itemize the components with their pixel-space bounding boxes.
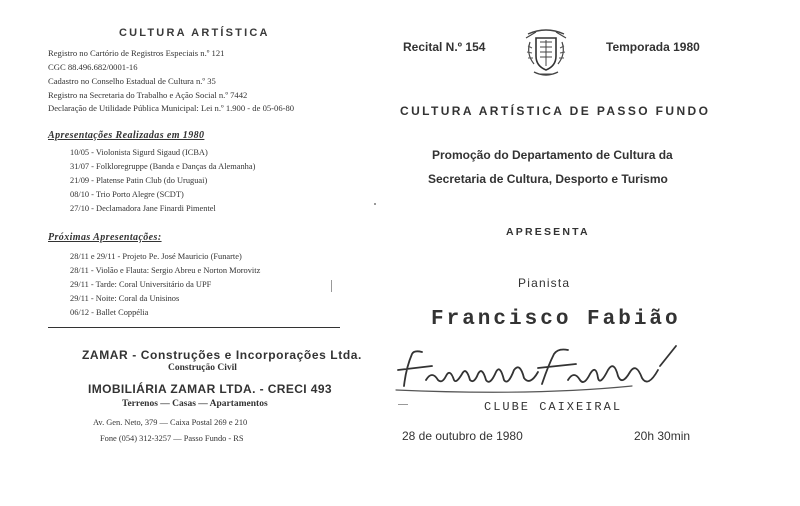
registration-line: Registro no Cartório de Registros Especiais n.º 121: [48, 48, 225, 58]
upcoming-performance-item: 28/11 - Violão e Flauta: Sergio Abreu e Norton Morovitz: [70, 266, 261, 275]
scan-speck: [331, 280, 332, 292]
venue-name: CLUBE CAIXEIRAL: [484, 400, 623, 414]
sponsor-address: Av. Gen. Neto, 379 — Caixa Postal 269 e 210: [93, 418, 248, 427]
registration-line: Registro na Secretaria do Trabalho e Ação Social n.º 7442: [48, 90, 248, 100]
past-performance-item: 08/10 - Trio Porto Alegre (SCDT): [70, 190, 184, 199]
sponsor-realty-name: IMOBILIÁRIA ZAMAR LTDA. - CRECI 493: [88, 382, 332, 396]
past-performance-item: 27/10 - Declamadora Jane Finardi Pimentel: [70, 204, 216, 213]
left-panel-title: CULTURA ARTÍSTICA: [119, 27, 270, 39]
upcoming-performance-item: 29/11 - Tarde: Coral Universitário da UPF: [70, 280, 212, 289]
sponsor-company-name: ZAMAR - Construções e Incorporações Ltda.: [82, 348, 362, 362]
sponsor-realty-services: Terrenos — Casas — Apartamentos: [122, 399, 268, 409]
section-divider: [48, 327, 340, 328]
crest-emblem-icon: [522, 28, 570, 78]
presents-label: APRESENTA: [506, 226, 590, 238]
registration-line: Declaração de Utilidade Pública Municipal: Lei n.º 1.900 - de 05-06-80: [48, 103, 295, 113]
promotion-line: Secretaria de Cultura, Desporto e Turismo: [428, 172, 668, 186]
promotion-line: Promoção do Departamento de Cultura da: [432, 148, 673, 162]
performer-role: Pianista: [518, 276, 571, 290]
event-time: 20h 30min: [634, 429, 691, 443]
season-label: Temporada 1980: [606, 40, 700, 54]
sponsor-company-activity: Construção Civil: [168, 363, 237, 373]
past-performance-item: 21/09 - Platense Patin Club (do Uruguai): [70, 176, 208, 185]
registration-line: Cadastro no Conselho Estadual de Cultura n.º 35: [48, 76, 216, 86]
recital-number: Recital N.º 154: [403, 40, 486, 54]
registration-line: CGC 88.496.682/0001-16: [48, 62, 138, 72]
upcoming-performance-item: 29/11 - Noite: Coral da Unisinos: [70, 294, 180, 303]
performer-name: Francisco Fabião: [431, 308, 681, 331]
event-date: 28 de outubro de 1980: [402, 429, 523, 443]
upcoming-performance-item: 06/12 - Ballet Coppélia: [70, 308, 149, 317]
scan-speck: [398, 404, 408, 405]
sponsor-phone: Fone (054) 312-3257 — Passo Fundo - RS: [100, 434, 244, 443]
past-performances-heading: Apresentações Realizadas em 1980: [48, 130, 205, 141]
upcoming-performances-heading: Próximas Apresentações:: [48, 232, 162, 243]
scan-speck: [374, 203, 376, 205]
past-performance-item: 10/05 - Violonista Sigurd Sigaud (ICBA): [70, 148, 208, 157]
organization-name: CULTURA ARTÍSTICA DE PASSO FUNDO: [400, 104, 711, 118]
performer-signature: [392, 340, 682, 396]
past-performance-item: 31/07 - Folkloregruppe (Banda e Danças da Alemanha): [70, 162, 256, 171]
upcoming-performance-item: 28/11 e 29/11 - Projeto Pe. José Mauricio (Funarte): [70, 252, 242, 261]
